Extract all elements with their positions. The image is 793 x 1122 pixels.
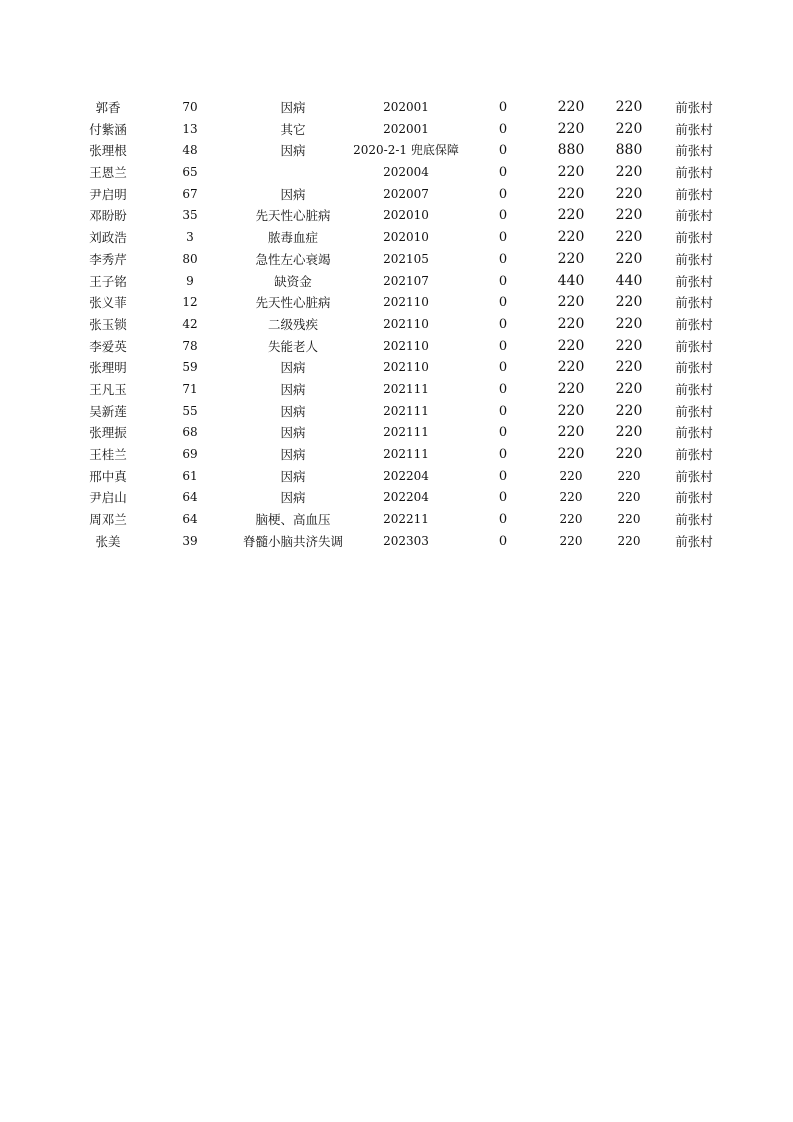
age-cell: 61 bbox=[182, 468, 198, 483]
date-cell: 202111 bbox=[383, 447, 429, 461]
age-cell: 42 bbox=[182, 316, 198, 331]
amount-cell: 220 bbox=[557, 229, 585, 246]
date-cell: 202204 bbox=[383, 468, 429, 483]
date-cell: 202110 bbox=[383, 295, 429, 310]
zero-cell: 0 bbox=[498, 490, 508, 506]
age-cell: 59 bbox=[182, 360, 198, 375]
reason-cell bbox=[238, 162, 348, 184]
age-cell: 67 bbox=[182, 186, 198, 201]
reason-cell: 脓毒血症 bbox=[267, 230, 318, 246]
reason-cell: 脑梗、高血压 bbox=[255, 512, 331, 528]
name-cell: 张美 bbox=[95, 533, 121, 549]
table-row bbox=[0, 119, 793, 141]
name-cell: 王子铭 bbox=[89, 273, 127, 289]
amount-total-cell: 220 bbox=[617, 512, 641, 527]
age-cell: 12 bbox=[182, 295, 198, 310]
zero-cell: 0 bbox=[498, 100, 508, 115]
table-row bbox=[0, 249, 793, 271]
reason-cell: 缺资金 bbox=[274, 273, 312, 289]
table-row bbox=[0, 271, 793, 293]
amount-total-cell: 440 bbox=[615, 272, 643, 289]
amount-total-cell: 880 bbox=[615, 142, 643, 159]
name-cell: 吴新莲 bbox=[89, 403, 127, 419]
amount-total-cell: 220 bbox=[617, 533, 641, 548]
age-cell: 13 bbox=[182, 121, 198, 136]
amount-total-cell: 220 bbox=[615, 359, 643, 376]
age-cell: 68 bbox=[182, 425, 198, 440]
table-row bbox=[0, 401, 793, 423]
name-cell: 刘政浩 bbox=[89, 230, 127, 246]
reason-cell: 因病 bbox=[280, 468, 306, 484]
date-cell: 202110 bbox=[383, 338, 429, 353]
zero-cell: 0 bbox=[498, 403, 508, 419]
table-row bbox=[0, 140, 793, 162]
name-cell: 郭香 bbox=[95, 100, 121, 115]
amount-total-cell: 220 bbox=[617, 468, 641, 483]
reason-cell: 先天性心脏病 bbox=[255, 295, 331, 311]
zero-cell: 0 bbox=[498, 447, 508, 462]
age-cell: 78 bbox=[182, 338, 198, 353]
table-row bbox=[0, 422, 793, 444]
amount-total-cell: 220 bbox=[615, 402, 643, 419]
zero-cell: 0 bbox=[498, 230, 508, 246]
amount-cell: 220 bbox=[557, 207, 585, 224]
village-cell: 前张村 bbox=[675, 403, 713, 419]
amount-total-cell: 220 bbox=[615, 315, 643, 332]
name-cell: 王桂兰 bbox=[89, 447, 127, 462]
name-cell: 邢中真 bbox=[89, 468, 127, 484]
name-cell: 李秀芹 bbox=[89, 251, 127, 267]
name-cell: 王凡玉 bbox=[89, 381, 127, 397]
age-cell: 55 bbox=[182, 403, 198, 418]
date-cell: 202010 bbox=[383, 208, 429, 223]
reason-cell: 失能老人 bbox=[267, 338, 318, 354]
zero-cell: 0 bbox=[498, 360, 508, 376]
zero-cell: 0 bbox=[498, 121, 508, 137]
zero-cell: 0 bbox=[498, 316, 508, 332]
table-row bbox=[0, 314, 793, 336]
date-cell: 202007 bbox=[383, 186, 429, 201]
age-cell: 35 bbox=[182, 208, 198, 223]
name-cell: 张理明 bbox=[89, 360, 127, 376]
table-row bbox=[0, 444, 793, 466]
zero-cell: 0 bbox=[498, 338, 508, 354]
date-cell: 202111 bbox=[383, 403, 429, 418]
amount-cell: 220 bbox=[559, 512, 583, 527]
amount-total-cell: 220 bbox=[615, 337, 643, 354]
amount-cell: 220 bbox=[557, 315, 585, 332]
village-cell: 前张村 bbox=[675, 447, 713, 462]
name-cell: 张义菲 bbox=[89, 295, 127, 311]
name-cell: 周邓兰 bbox=[89, 512, 127, 528]
data-table bbox=[0, 97, 793, 552]
amount-cell: 220 bbox=[557, 164, 585, 181]
age-cell: 65 bbox=[182, 165, 198, 180]
amount-cell: 220 bbox=[557, 99, 585, 115]
amount-cell: 220 bbox=[557, 185, 585, 202]
village-cell: 前张村 bbox=[675, 295, 713, 311]
age-cell: 70 bbox=[182, 100, 198, 114]
village-cell: 前张村 bbox=[675, 186, 713, 202]
amount-cell: 220 bbox=[557, 380, 585, 397]
amount-total-cell: 220 bbox=[615, 207, 643, 224]
reason-cell: 急性左心衰竭 bbox=[255, 251, 331, 267]
table-row bbox=[0, 184, 793, 206]
amount-total-cell: 220 bbox=[615, 294, 643, 311]
amount-total-cell: 220 bbox=[615, 185, 643, 202]
reason-cell: 因病 bbox=[280, 143, 306, 159]
reason-cell: 脊髓小脑共济失调 bbox=[242, 533, 343, 549]
amount-cell: 220 bbox=[557, 250, 585, 267]
reason-cell: 因病 bbox=[280, 447, 306, 462]
amount-cell: 220 bbox=[557, 359, 585, 376]
zero-cell: 0 bbox=[498, 143, 508, 159]
table-row bbox=[0, 487, 793, 509]
age-cell: 64 bbox=[182, 512, 198, 527]
village-cell: 前张村 bbox=[675, 230, 713, 246]
table-row bbox=[0, 509, 793, 531]
zero-cell: 0 bbox=[498, 468, 508, 484]
amount-cell: 440 bbox=[557, 272, 585, 289]
village-cell: 前张村 bbox=[675, 381, 713, 397]
zero-cell: 0 bbox=[498, 295, 508, 311]
table-row bbox=[0, 357, 793, 379]
name-cell: 张理振 bbox=[89, 425, 127, 441]
amount-total-cell: 220 bbox=[615, 424, 643, 441]
zero-cell: 0 bbox=[498, 425, 508, 441]
amount-cell: 220 bbox=[557, 337, 585, 354]
reason-cell: 二级残疾 bbox=[267, 316, 318, 332]
age-cell: 80 bbox=[182, 251, 198, 266]
date-cell: 202110 bbox=[383, 316, 429, 331]
reason-cell: 其它 bbox=[280, 121, 306, 137]
reason-cell: 因病 bbox=[280, 490, 306, 506]
age-cell: 3 bbox=[186, 230, 194, 245]
amount-cell: 220 bbox=[557, 402, 585, 419]
age-cell: 64 bbox=[182, 490, 198, 505]
village-cell: 前张村 bbox=[675, 490, 713, 506]
age-cell: 9 bbox=[186, 273, 194, 288]
village-cell: 前张村 bbox=[675, 512, 713, 528]
name-cell: 李爱英 bbox=[89, 338, 127, 354]
date-cell: 202001 bbox=[383, 100, 429, 114]
date-cell: 202111 bbox=[383, 381, 429, 396]
table-row bbox=[0, 466, 793, 488]
village-cell: 前张村 bbox=[675, 251, 713, 267]
name-cell: 王恩兰 bbox=[89, 165, 127, 181]
reason-cell: 因病 bbox=[280, 186, 306, 202]
age-cell: 39 bbox=[182, 533, 198, 548]
amount-cell: 220 bbox=[557, 446, 585, 462]
date-cell: 2020-2-1 兜底保障 bbox=[353, 143, 459, 158]
village-cell: 前张村 bbox=[675, 208, 713, 224]
amount-cell: 880 bbox=[557, 142, 585, 159]
table-row bbox=[0, 97, 793, 119]
zero-cell: 0 bbox=[498, 533, 508, 549]
village-cell: 前张村 bbox=[675, 143, 713, 159]
amount-cell: 220 bbox=[559, 533, 583, 548]
amount-total-cell: 220 bbox=[615, 229, 643, 246]
reason-cell: 因病 bbox=[280, 381, 306, 397]
date-cell: 202110 bbox=[383, 360, 429, 375]
amount-cell: 220 bbox=[557, 424, 585, 441]
amount-cell: 220 bbox=[559, 468, 583, 483]
reason-cell: 因病 bbox=[280, 425, 306, 441]
amount-total-cell: 220 bbox=[615, 164, 643, 181]
name-cell: 张理根 bbox=[89, 143, 127, 159]
amount-total-cell: 220 bbox=[615, 380, 643, 397]
table-row bbox=[0, 227, 793, 249]
zero-cell: 0 bbox=[498, 273, 508, 289]
date-cell: 202111 bbox=[383, 425, 429, 440]
zero-cell: 0 bbox=[498, 186, 508, 202]
village-cell: 前张村 bbox=[675, 100, 713, 115]
zero-cell: 0 bbox=[498, 251, 508, 267]
zero-cell: 0 bbox=[498, 512, 508, 528]
date-cell: 202004 bbox=[383, 165, 429, 180]
date-cell: 202204 bbox=[383, 490, 429, 505]
table-row bbox=[0, 379, 793, 401]
amount-total-cell: 220 bbox=[615, 99, 643, 115]
village-cell: 前张村 bbox=[675, 360, 713, 376]
village-cell: 前张村 bbox=[675, 533, 713, 549]
name-cell: 张玉锁 bbox=[89, 316, 127, 332]
amount-cell: 220 bbox=[557, 120, 585, 137]
amount-total-cell: 220 bbox=[615, 446, 643, 462]
date-cell: 202010 bbox=[383, 230, 429, 245]
table-row bbox=[0, 336, 793, 358]
age-cell: 71 bbox=[182, 381, 198, 396]
name-cell: 付紫涵 bbox=[89, 121, 127, 137]
village-cell: 前张村 bbox=[675, 273, 713, 289]
reason-cell: 先天性心脏病 bbox=[255, 208, 331, 224]
date-cell: 202105 bbox=[383, 251, 429, 266]
name-cell: 尹启明 bbox=[89, 186, 127, 202]
village-cell: 前张村 bbox=[675, 425, 713, 441]
table-row bbox=[0, 205, 793, 227]
date-cell: 202001 bbox=[383, 121, 429, 136]
table-row bbox=[0, 292, 793, 314]
village-cell: 前张村 bbox=[675, 165, 713, 181]
name-cell: 邓盼盼 bbox=[89, 208, 127, 224]
reason-cell: 因病 bbox=[280, 100, 306, 115]
age-cell: 69 bbox=[182, 447, 198, 461]
amount-total-cell: 220 bbox=[615, 120, 643, 137]
date-cell: 202107 bbox=[383, 273, 429, 288]
village-cell: 前张村 bbox=[675, 338, 713, 354]
date-cell: 202211 bbox=[383, 512, 429, 527]
zero-cell: 0 bbox=[498, 165, 508, 181]
village-cell: 前张村 bbox=[675, 468, 713, 484]
table-row bbox=[0, 162, 793, 184]
zero-cell: 0 bbox=[498, 381, 508, 397]
village-cell: 前张村 bbox=[675, 316, 713, 332]
amount-total-cell: 220 bbox=[615, 250, 643, 267]
age-cell: 48 bbox=[182, 143, 198, 158]
amount-cell: 220 bbox=[557, 294, 585, 311]
reason-cell: 因病 bbox=[280, 360, 306, 376]
zero-cell: 0 bbox=[498, 208, 508, 224]
date-cell: 202303 bbox=[383, 533, 429, 548]
name-cell: 尹启山 bbox=[89, 490, 127, 506]
village-cell: 前张村 bbox=[675, 121, 713, 137]
table-row bbox=[0, 531, 793, 553]
amount-total-cell: 220 bbox=[617, 490, 641, 505]
reason-cell: 因病 bbox=[280, 403, 306, 419]
amount-cell: 220 bbox=[559, 490, 583, 505]
